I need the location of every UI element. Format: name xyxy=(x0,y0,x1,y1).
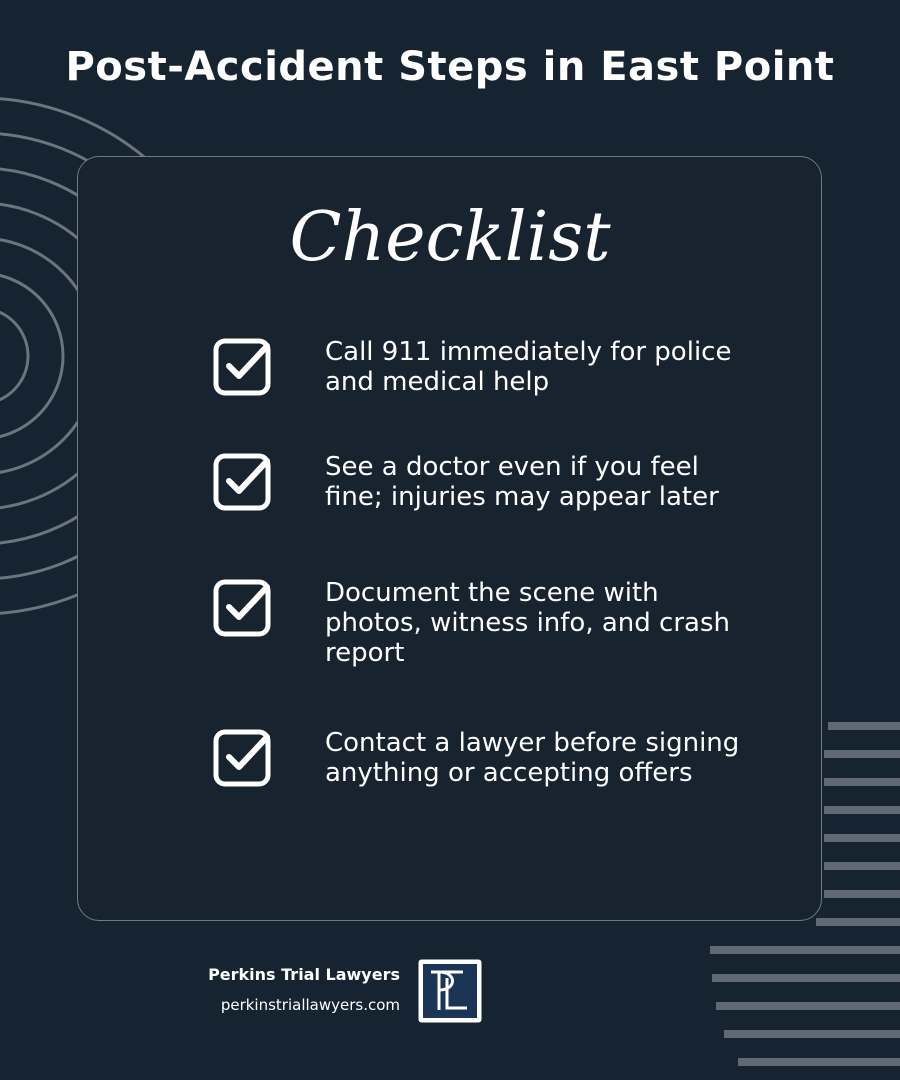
firm-website[interactable]: perkinstriallawyers.com xyxy=(220,996,400,1014)
checkbox-checked-icon xyxy=(212,578,272,638)
checkbox-checked-icon xyxy=(212,728,272,788)
checklist-item-text: Document the scene with photos, witness info, and crash report xyxy=(325,578,730,668)
firm-logo xyxy=(417,958,483,1024)
checkbox-checked-icon xyxy=(212,337,272,397)
checkbox-checked-icon xyxy=(212,452,272,512)
checklist-item-text: Call 911 immediately for police and medical help xyxy=(325,337,732,397)
checklist-item-text: Contact a lawyer before signing anything or accepting offers xyxy=(325,728,740,788)
checklist-item-text: See a doctor even if you feel fine; injuries may appear later xyxy=(325,452,719,512)
firm-name: Perkins Trial Lawyers xyxy=(208,965,400,984)
checklist-heading: Checklist xyxy=(289,198,611,277)
page-title: Post-Accident Steps in East Point xyxy=(65,44,835,90)
